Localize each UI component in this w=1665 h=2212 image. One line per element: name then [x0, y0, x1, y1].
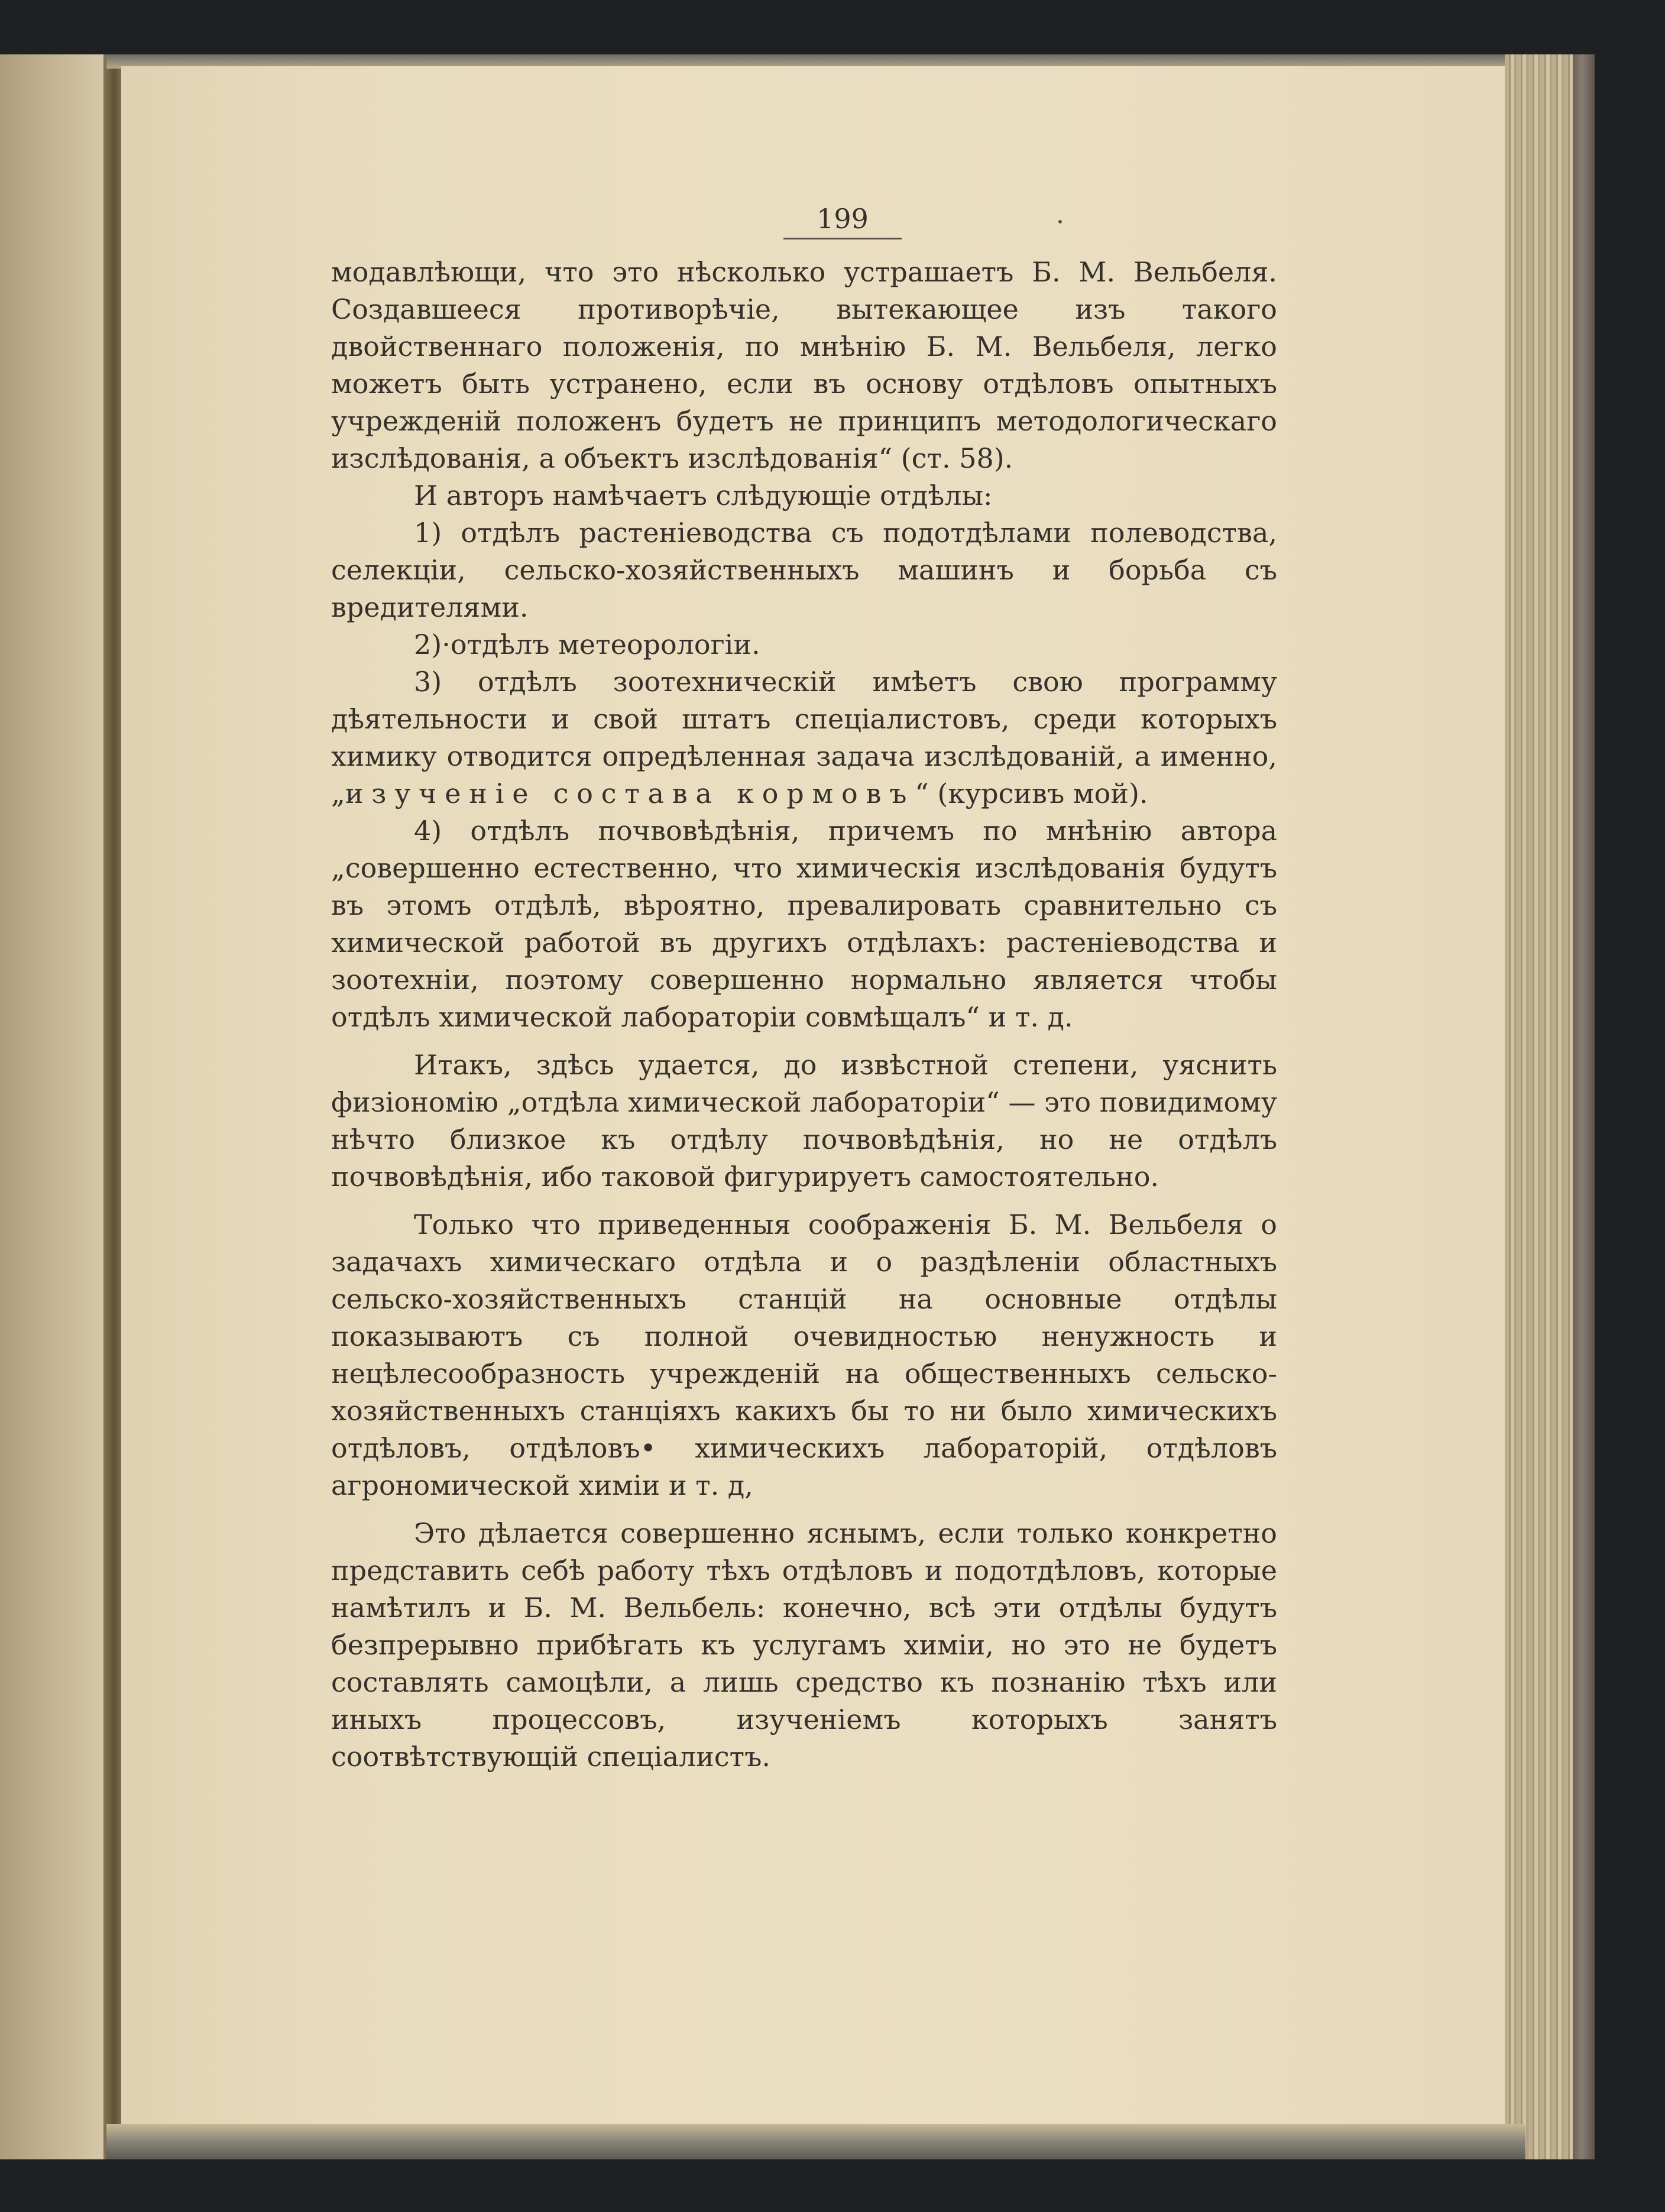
- paragraph-1: модавлѣющи, что это нѣсколько устрашаетъ Б. М. Вельбеля. Создавшееся противорѣчіе, вытекающее изъ такого двойственнаго положенія, по мнѣнію Б. М. Вельбеля, легко можетъ быть устранено, если въ основу отдѣловъ опытныхъ учрежденій положенъ будетъ не принципъ методологическаго изслѣдованія, а объектъ изслѣдованія“ (ст. 58).: [331, 256, 1277, 474]
- bottom-page-edge: [106, 2124, 1525, 2159]
- paragraph-5-text-after: “ (курсивъ мой).: [915, 778, 1148, 809]
- page-number: 199: [817, 203, 869, 235]
- page-number-rule: [783, 238, 902, 239]
- book-cover-edge: [1573, 54, 1595, 2159]
- paragraph-6: 4) отдѣлъ почвовѣдѣнія, причемъ по мнѣнію автора „совершенно естественно, что химическія изслѣдованія будутъ въ этомъ отдѣлѣ, вѣроятно, превалировать сравнительно съ химической работой въ другихъ отдѣлахъ: растеніеводства и зоотехніи, поэтому совершенно нормально является чтобы отдѣлъ химической лабораторіи совмѣщалъ“ и т. д.: [331, 815, 1277, 1033]
- page-text: [331, 201, 1277, 1776]
- paragraph-9: Это дѣлается совершенно яснымъ, если только конкретно представить себѣ работу тѣхъ отдѣловъ и подотдѣловъ, которые намѣтилъ и Б. М. Вельбель: конечно, всѣ эти отдѣлы будутъ безпрерывно прибѣгать къ услугамъ химіи, но это не будетъ составлять самоцѣли, а лишь средство къ познанію тѣхъ или иныхъ процессовъ, изученіемъ которыхъ занятъ соотвѣтствующій спеціалистъ.: [331, 1517, 1277, 1773]
- left-page-edge: [0, 54, 112, 2159]
- paragraph-2: И авторъ намѣчаетъ слѣдующіе отдѣлы:: [414, 480, 993, 511]
- paragraph-5-spaced-emphasis: изученіе состава кормовъ: [345, 778, 915, 809]
- paragraph-5: [331, 663, 1277, 812]
- paragraph-8: Только что приведенныя соображенія Б. М. Вельбеля о задачахъ химическаго отдѣла и о раздѣленіи областныхъ сельско-хозяйственныхъ станцій на основные отдѣлы показываютъ съ полной очевидностью ненужность и нецѣлесообразность учрежденій на общественныхъ сельско-хозяйственныхъ станціяхъ какихъ бы то ни было химическихъ отдѣловъ, отдѣловъ• химическихъ лабораторій, отдѣловъ агрономической химіи и т. д,: [331, 1209, 1277, 1501]
- paragraph-5-text-before: 3) отдѣлъ зоотехническій имѣетъ свою программу дѣятельности и свой штатъ спеціалистовъ, среди которыхъ химику отводится опредѣленная задача изслѣдованій, а именно, „: [331, 666, 1277, 809]
- paragraph-3: 1) отдѣлъ растеніеводства съ подотдѣлами полеводства, селекціи, сельско-хозяйственныхъ машинъ и борьба съ вредителями.: [331, 517, 1277, 623]
- paragraph-7: Итакъ, здѣсь удается, до извѣстной степени, уяснить физіономію „отдѣла химической лабораторіи“ — это повидимому нѣчто близкое къ отдѣлу почвовѣдѣнія, но не отдѣлъ почвовѣдѣнія, ибо таковой фигурируетъ самостоятельно.: [331, 1049, 1277, 1193]
- paragraph-4: 2)·отдѣлъ метеорологіи.: [414, 629, 760, 660]
